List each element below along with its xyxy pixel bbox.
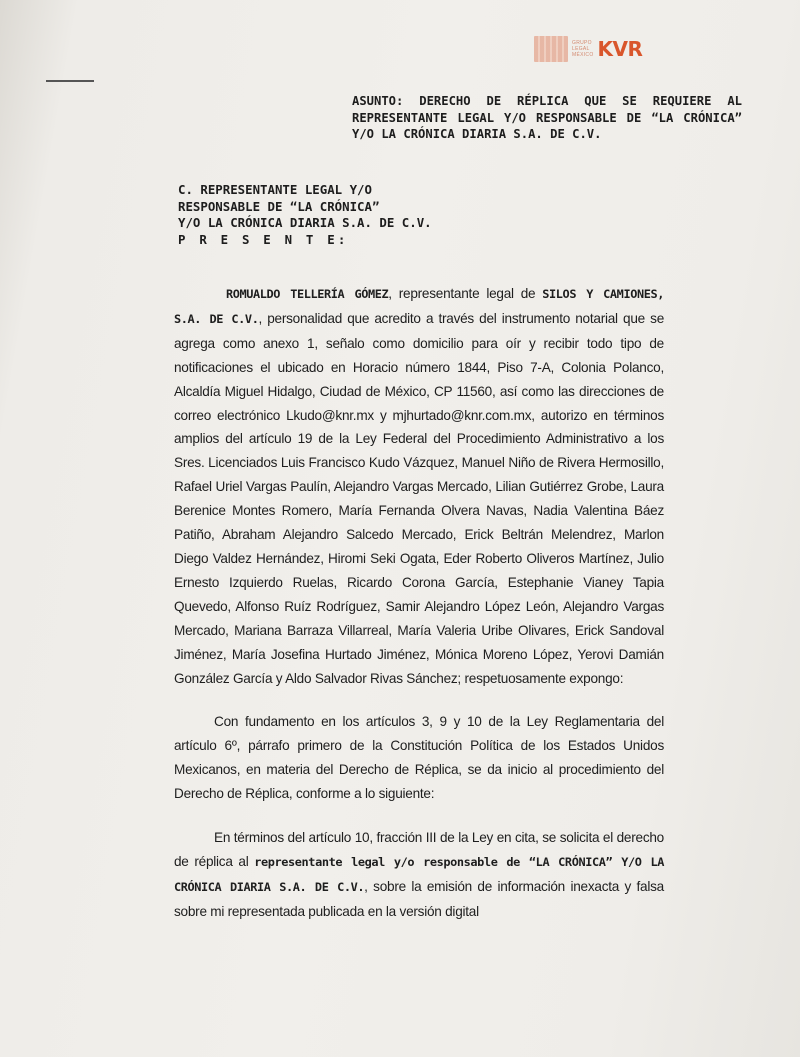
recipient-block [178,182,432,248]
presente-line: P R E S E N T E: [178,231,349,247]
paragraph-legal-basis: Con fundamento en los artículos 3, 9 y 10 de la Ley Reglamentaria del artículo 6º, párrafo primero de la Constitución Política de los Estados Unidos Mexicanos, en materia del Derecho de Réplica, se da inicio al procedimiento del Derecho de Réplica, conforme a lo siguiente: [174,714,664,802]
paragraph-text: , personalidad que acredito a través del instrumento notarial que se agrega como anexo 1, señalo como domicilio para oír y recibir todo tipo de notificaciones el ubicado en Horacio número 1844, Piso 7-A, Colonia Polanco, Alcaldía Miguel Hidalgo, Ciudad de México, CP 11560, así como las direcciones de correo electrónico Lkudo@knr.mx y mjhurtado@knr.com.mx, autorizo en términos amplios del artículo 19 de la Ley Federal del Procedimiento Administrativo a los Sres. Licenciados Luis Francisco Kudo Vázquez, Manuel Niño de Rivera Hermosillo, Rafael Uriel Vargas Paulín, Alejandro Vargas Mercado, Lilian Gutiérrez Grobe, Laura Berenice Montes Romero, María Fernanda Olvera Navas, Nadia Valentina Báez Patiño, Abraham Alejandro Salcedo Mercado, Erick Beltrán Melendrez, Marlon Diego Valdez Hernández, Hiromi Seki Ogata, Eder Roberto Oliveros Martínez, Julio Ernesto Izquierdo Ruelas, Ricardo Corona García, Estephanie Vianey Tapia Quevedo, Alfonso Ruíz Rodríguez, Samir Alejandro López León, Alejandro Vargas Mercado, Mariana Barraza Villarreal, María Valeria Uribe Olivares, Erick Sandoval Jiménez, María Josefina Hurtado Jiménez, Mónica Moreno López, Yerovi Damián González García y Aldo Salvador Rivas Sánchez; respetuosamente expongo: [174,310,665,686]
recipient-line: Y/O LA CRÓNICA DIARIA S.A. DE C.V. [178,215,432,230]
subject-block: ASUNTO: DERECHO DE RÉPLICA QUE SE REQUIERE AL REPRESENTANTE LEGAL Y/O RESPONSABLE DE “LA CRÓNICA” Y/O LA CRÓNICA DIARIA S.A. DE C.V. [352,94,742,141]
paragraph-request [174,826,664,924]
logo-sub-line: LEGAL [572,46,590,52]
signatory-name: ROMUALDO TELLERÍA GÓMEZ [226,287,389,301]
paragraph-text: , sobre la emisión de información inexacta y falsa sobre mi representada publicada en la versión digital [174,878,664,919]
logo-brand: KVR [597,37,643,61]
addressee-bold: representante legal y/o responsable de “LA CRÓNICA” Y/O LA CRÓNICA DIARIA S.A. DE C.V. [174,854,664,894]
logo-subtitle [572,40,594,58]
header-divider [46,80,94,82]
company-name: SILOS Y CAMIONES, S.A. DE C.V. [174,287,664,326]
firm-logo [534,34,656,64]
logo-mark-icon [534,36,568,62]
paragraph-introduction [174,282,664,690]
document-body [174,282,664,944]
paragraph-text: En términos del artículo 10, fracción III de la Ley en cita, se solicita el derecho de réplica al [174,830,664,869]
logo-sub-line: MÉXICO [572,52,594,58]
paragraph-text: , representante legal de [388,286,543,301]
logo-sub-line: GRUPO [572,40,592,46]
recipient-line: C. REPRESENTANTE LEGAL Y/O [178,182,372,197]
recipient-line: RESPONSABLE DE “LA CRÓNICA” [178,198,380,214]
